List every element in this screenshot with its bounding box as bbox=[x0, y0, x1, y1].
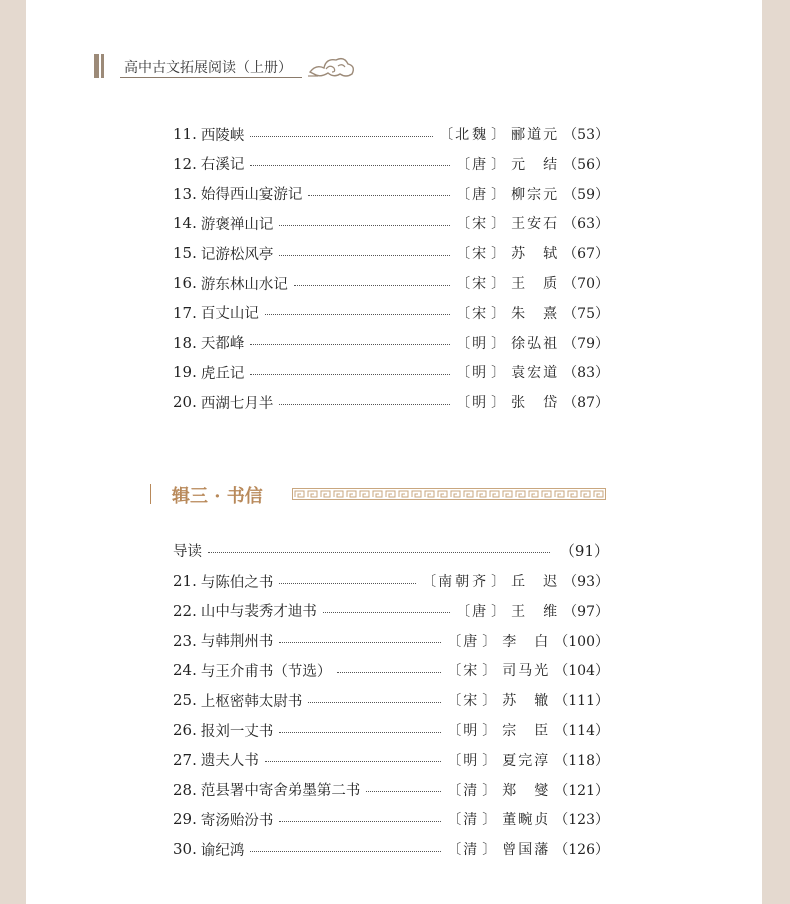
toc-entry-attribution bbox=[456, 154, 609, 174]
toc-entry-title: 上枢密韩太尉书 bbox=[200, 693, 303, 710]
toc-entry-page: （53） bbox=[563, 127, 609, 143]
close-bracket: 〕 bbox=[482, 842, 497, 859]
toc-entry-attribution bbox=[456, 362, 609, 382]
toc-entry-title: 与王介甫书（节选） bbox=[200, 663, 332, 680]
toc-entry-page: （118） bbox=[554, 752, 609, 769]
close-bracket: 〕 bbox=[482, 723, 497, 739]
open-bracket: 〔 bbox=[447, 723, 462, 739]
toc-entry-title: 百丈山记 bbox=[200, 306, 259, 323]
toc-entry[interactable] bbox=[173, 242, 609, 264]
toc-entry-attribution bbox=[447, 660, 609, 680]
toc-entry-attribution bbox=[447, 720, 609, 740]
toc-entry-page: （59） bbox=[563, 186, 609, 203]
toc-entry[interactable] bbox=[173, 838, 609, 860]
cloud-ornament-icon bbox=[306, 54, 356, 80]
dot-leader bbox=[323, 612, 450, 613]
dot-leader bbox=[250, 374, 450, 375]
toc-entry-title: 山中与裴秀才迪书 bbox=[200, 604, 317, 621]
toc-entry-attribution bbox=[422, 571, 609, 591]
open-bracket: 〔 bbox=[447, 752, 462, 769]
toc-entry-number: 12. bbox=[173, 154, 197, 173]
book-page bbox=[26, 0, 762, 904]
toc-entry-attribution bbox=[447, 631, 609, 651]
toc-entry-number: 16. bbox=[173, 274, 197, 292]
dot-leader bbox=[279, 821, 441, 822]
toc-entry-page: （83） bbox=[563, 365, 609, 382]
toc-entry[interactable] bbox=[173, 332, 609, 354]
toc-entry-number: 20. bbox=[173, 393, 197, 412]
open-bracket: 〔 bbox=[447, 842, 462, 859]
open-bracket: 〔 bbox=[456, 216, 471, 233]
close-bracket: 〕 bbox=[491, 395, 506, 412]
toc-entry-title: 范县署中寄舍弟墨第二书 bbox=[200, 783, 361, 800]
dot-leader bbox=[250, 136, 433, 137]
dot-leader bbox=[279, 583, 416, 584]
open-bracket: 〔 bbox=[456, 305, 471, 322]
toc-entry-page: （114） bbox=[554, 723, 609, 739]
toc-entry-attribution bbox=[456, 213, 609, 233]
toc-entry-attribution bbox=[447, 690, 609, 710]
toc-entry-author: 司马光 bbox=[502, 663, 551, 680]
toc-entry-title: 西陵峡 bbox=[200, 127, 245, 144]
dot-leader bbox=[250, 165, 450, 166]
section-mark bbox=[150, 484, 151, 504]
toc-entry-author: 郑 燮 bbox=[502, 782, 551, 799]
toc-entry-title: 西湖七月半 bbox=[200, 395, 274, 412]
toc-entry-title: 右溪记 bbox=[200, 157, 245, 174]
dot-leader bbox=[366, 791, 441, 792]
dot-leader bbox=[250, 851, 441, 852]
toc-entry-page: （100） bbox=[554, 633, 609, 650]
dot-leader bbox=[208, 552, 550, 553]
book-title: 高中古文拓展阅读（上册） bbox=[124, 60, 292, 76]
toc-entry-page: （56） bbox=[563, 156, 609, 173]
toc-entry-number: 19. bbox=[173, 363, 197, 382]
toc-entry[interactable] bbox=[173, 183, 609, 205]
toc-entry-number: 22. bbox=[173, 601, 197, 620]
toc-entry-page: （111） bbox=[554, 693, 609, 710]
close-bracket: 〕 bbox=[491, 335, 506, 352]
toc-entry-attribution bbox=[447, 780, 609, 800]
toc-entry-dynasty: 宋 bbox=[472, 305, 490, 322]
dot-leader bbox=[279, 404, 450, 405]
running-header bbox=[94, 54, 394, 80]
toc-entry-page: （63） bbox=[563, 216, 609, 233]
toc-entry-number: 26. bbox=[173, 721, 197, 739]
toc-entry-attribution bbox=[456, 333, 609, 353]
toc-entry-dynasty: 唐 bbox=[472, 156, 490, 173]
toc-entry-number: 15. bbox=[173, 244, 197, 263]
toc-entry[interactable] bbox=[173, 630, 609, 652]
toc-entry-dynasty: 唐 bbox=[472, 186, 490, 203]
close-bracket: 〕 bbox=[491, 246, 506, 263]
toc-entry-title: 与韩荆州书 bbox=[200, 634, 274, 651]
toc-entry[interactable] bbox=[173, 361, 609, 383]
toc-entry-title: 报刘一丈书 bbox=[200, 723, 274, 740]
close-bracket: 〕 bbox=[482, 633, 497, 650]
toc-entry-author: 董畹贞 bbox=[502, 812, 551, 829]
toc-entry-title: 游褒禅山记 bbox=[200, 216, 274, 233]
open-bracket: 〔 bbox=[439, 127, 454, 143]
open-bracket: 〔 bbox=[456, 395, 471, 412]
toc-entry-title: 天都峰 bbox=[200, 336, 245, 353]
toc-entry-attribution bbox=[456, 243, 609, 263]
toc-entry-attribution bbox=[447, 839, 609, 859]
toc-entry-author: 曾国藩 bbox=[502, 842, 551, 859]
toc-entry-number: 21. bbox=[173, 572, 197, 590]
toc-entry[interactable] bbox=[173, 689, 609, 711]
toc-entry-dynasty: 唐 bbox=[472, 603, 490, 620]
toc-entry-page: （91） bbox=[559, 541, 609, 560]
close-bracket: 〕 bbox=[482, 782, 497, 799]
open-bracket: 〔 bbox=[456, 365, 471, 382]
toc-entry-dynasty: 清 bbox=[463, 782, 481, 799]
toc-entry-author: 苏 辙 bbox=[502, 693, 551, 710]
close-bracket: 〕 bbox=[491, 216, 506, 233]
toc-entry[interactable] bbox=[173, 659, 609, 681]
close-bracket: 〕 bbox=[491, 186, 506, 203]
toc-entry-number: 14. bbox=[173, 214, 197, 233]
close-bracket: 〕 bbox=[491, 365, 506, 382]
toc-entry-attribution bbox=[439, 124, 609, 144]
toc-entry[interactable] bbox=[173, 391, 609, 413]
toc-entry-number: 29. bbox=[173, 810, 197, 829]
header-bar-mark bbox=[101, 54, 104, 78]
toc-entry-dynasty: 清 bbox=[463, 842, 481, 859]
fret-pattern-border bbox=[292, 488, 606, 500]
toc-entry-title: 谕纪鸿 bbox=[200, 842, 245, 859]
toc-entry-title: 虎丘记 bbox=[200, 365, 245, 382]
open-bracket: 〔 bbox=[456, 276, 471, 292]
toc-entry-dynasty: 明 bbox=[463, 752, 481, 769]
toc-entry[interactable] bbox=[173, 302, 609, 324]
toc-entry-number: 28. bbox=[173, 780, 197, 799]
toc-entry[interactable] bbox=[173, 153, 609, 175]
toc-entry-page: （123） bbox=[554, 812, 609, 829]
toc-entry-intro[interactable] bbox=[173, 539, 609, 561]
toc-entry[interactable] bbox=[173, 779, 609, 801]
toc-entry-dynasty: 明 bbox=[463, 723, 481, 739]
close-bracket: 〕 bbox=[491, 603, 506, 620]
toc-entry[interactable] bbox=[173, 123, 609, 145]
toc-entry-author: 王 维 bbox=[511, 603, 560, 620]
toc-entry-number: 30. bbox=[173, 840, 197, 859]
toc-entry-author: 徐弘祖 bbox=[511, 335, 560, 352]
toc-entry-author: 李 白 bbox=[502, 633, 551, 650]
toc-entry[interactable] bbox=[173, 719, 609, 741]
toc-entry-dynasty: 明 bbox=[472, 395, 490, 412]
toc-entry-number: 27. bbox=[173, 750, 197, 769]
toc-entry-dynasty: 宋 bbox=[472, 246, 490, 263]
toc-entry[interactable] bbox=[173, 808, 609, 830]
dot-leader bbox=[308, 195, 450, 196]
toc-entry-attribution bbox=[447, 750, 609, 770]
toc-entry[interactable] bbox=[173, 749, 609, 771]
dot-leader bbox=[308, 702, 441, 703]
close-bracket: 〕 bbox=[491, 156, 506, 173]
toc-entry-title: 遗夫人书 bbox=[200, 753, 259, 770]
header-rule bbox=[120, 77, 302, 78]
toc-entry-attribution bbox=[456, 273, 609, 293]
toc-entry-page: （79） bbox=[563, 335, 609, 352]
toc-entry-dynasty: 唐 bbox=[463, 633, 481, 650]
dot-leader bbox=[337, 672, 441, 673]
toc-entry[interactable] bbox=[173, 212, 609, 234]
toc-entry-dynasty: 宋 bbox=[472, 276, 490, 292]
header-bar-mark bbox=[94, 54, 99, 78]
toc-entry-page: （121） bbox=[554, 782, 609, 799]
dot-leader bbox=[250, 344, 450, 345]
toc-entry-dynasty: 宋 bbox=[472, 216, 490, 233]
dot-leader bbox=[279, 642, 441, 643]
toc-entry-author: 夏完淳 bbox=[502, 752, 551, 769]
toc-entry-author: 张 岱 bbox=[511, 395, 560, 412]
toc-entry-number: 17. bbox=[173, 303, 197, 322]
toc-entry-page: （126） bbox=[554, 842, 609, 859]
toc-entry-number: 11. bbox=[173, 125, 197, 143]
dot-leader bbox=[265, 314, 450, 315]
toc-entry-author: 丘 迟 bbox=[511, 574, 560, 590]
close-bracket: 〕 bbox=[482, 752, 497, 769]
toc-entry-author: 苏 轼 bbox=[511, 246, 560, 263]
open-bracket: 〔 bbox=[422, 574, 437, 590]
toc-entry-number: 23. bbox=[173, 631, 197, 650]
open-bracket: 〔 bbox=[447, 812, 462, 829]
toc-entry-author: 王 质 bbox=[511, 276, 560, 292]
close-bracket: 〕 bbox=[482, 812, 497, 829]
toc-entry-dynasty: 北魏 bbox=[455, 127, 490, 143]
toc-entry-attribution bbox=[456, 392, 609, 412]
toc-entry-author: 郦道元 bbox=[511, 127, 560, 143]
toc-entry-page: （75） bbox=[563, 305, 609, 322]
toc-entry-author: 宗 臣 bbox=[502, 723, 551, 739]
open-bracket: 〔 bbox=[456, 335, 471, 352]
toc-entry-title: 游东林山水记 bbox=[200, 276, 288, 293]
dot-leader bbox=[294, 285, 450, 286]
close-bracket: 〕 bbox=[491, 127, 506, 143]
open-bracket: 〔 bbox=[456, 246, 471, 263]
toc-entry-author: 朱 熹 bbox=[511, 305, 560, 322]
toc-entry-author: 王安石 bbox=[511, 216, 560, 233]
toc-entry-attribution bbox=[456, 601, 609, 621]
toc-entry-page: （97） bbox=[563, 603, 609, 620]
toc-entry-author: 柳宗元 bbox=[511, 186, 560, 203]
dot-leader bbox=[279, 732, 441, 733]
open-bracket: 〔 bbox=[447, 782, 462, 799]
toc-entry-number: 25. bbox=[173, 691, 197, 710]
toc-entry-number: 18. bbox=[173, 333, 197, 352]
toc-entry-page: （104） bbox=[554, 663, 609, 680]
toc-entry-page: （87） bbox=[563, 395, 609, 412]
toc-entry-author: 袁宏道 bbox=[511, 365, 560, 382]
section-title: 辑三 · 书信 bbox=[172, 486, 263, 507]
toc-entry[interactable] bbox=[173, 272, 609, 294]
dot-leader bbox=[279, 225, 450, 226]
close-bracket: 〕 bbox=[491, 574, 506, 590]
toc-entry-dynasty: 宋 bbox=[463, 663, 481, 680]
toc-entry-attribution bbox=[447, 809, 609, 829]
open-bracket: 〔 bbox=[456, 186, 471, 203]
open-bracket: 〔 bbox=[456, 603, 471, 620]
toc-entry-number: 24. bbox=[173, 661, 197, 680]
open-bracket: 〔 bbox=[447, 663, 462, 680]
toc-entry-attribution bbox=[456, 303, 609, 323]
toc-entry-title: 与陈伯之书 bbox=[200, 574, 274, 591]
open-bracket: 〔 bbox=[447, 633, 462, 650]
close-bracket: 〕 bbox=[491, 305, 506, 322]
toc-entry-author: 元 结 bbox=[511, 156, 560, 173]
toc-entry-dynasty: 明 bbox=[472, 365, 490, 382]
close-bracket: 〕 bbox=[491, 276, 506, 292]
open-bracket: 〔 bbox=[456, 156, 471, 173]
toc-entry-dynasty: 南朝齐 bbox=[438, 574, 490, 590]
toc-entry-title: 寄汤贻汾书 bbox=[200, 812, 274, 829]
toc-entry-page: （67） bbox=[563, 246, 609, 263]
toc-entry-attribution bbox=[456, 184, 609, 204]
close-bracket: 〕 bbox=[482, 663, 497, 680]
section-heading bbox=[150, 482, 610, 506]
toc-entry-title: 导读 bbox=[173, 543, 202, 560]
toc-entry-title: 记游松风亭 bbox=[200, 246, 274, 263]
toc-entry[interactable] bbox=[173, 570, 609, 592]
dot-leader bbox=[265, 761, 441, 762]
close-bracket: 〕 bbox=[482, 693, 497, 710]
open-bracket: 〔 bbox=[447, 693, 462, 710]
toc-entry-dynasty: 明 bbox=[472, 335, 490, 352]
dot-leader bbox=[279, 255, 450, 256]
toc-entry-page: （70） bbox=[563, 276, 609, 292]
toc-entry[interactable] bbox=[173, 600, 609, 622]
toc-entry-number: 13. bbox=[173, 184, 197, 203]
toc-entry-page: （93） bbox=[563, 574, 609, 590]
toc-entry-dynasty: 宋 bbox=[463, 693, 481, 710]
toc-entry-title: 始得西山宴游记 bbox=[200, 187, 303, 204]
toc-entry-dynasty: 清 bbox=[463, 812, 481, 829]
